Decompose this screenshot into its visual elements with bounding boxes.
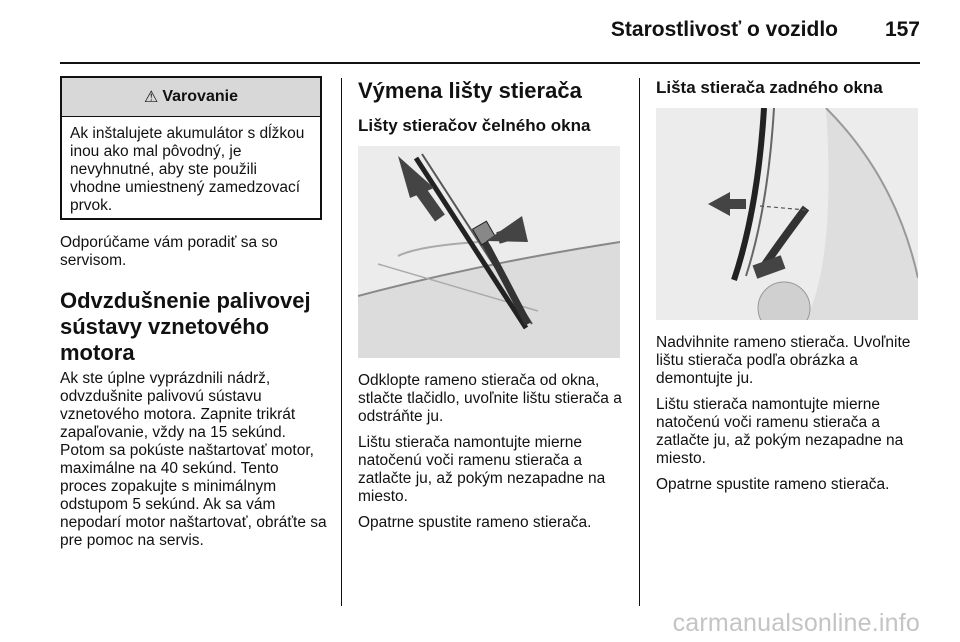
windscreen-step-3: Opatrne spustite rameno stierača. bbox=[358, 514, 592, 531]
section-title-wiper-blade: Výmena lišty stierača bbox=[358, 78, 582, 103]
warning-triangle-icon: ⚠ bbox=[144, 89, 159, 106]
section-title-fuel-bleed: Odvzdušnenie palivovej sústavy vznetového motora bbox=[60, 288, 311, 365]
rear-wiper-drawing bbox=[656, 108, 918, 320]
windscreen-step-1: Odklopte rameno stierača od okna, stlačte tlačidlo, uvoľnite lištu stierača a odstráňte ju. bbox=[358, 372, 622, 425]
rear-step-2: Lištu stierača namontujte mierne natočenú voči ramenu stierača a zatlačte ju, až pokým nezapadne na miesto. bbox=[656, 396, 904, 467]
windscreen-wiper-illustration bbox=[358, 146, 620, 358]
column-2-text bbox=[358, 372, 630, 540]
column-divider-2 bbox=[639, 78, 640, 606]
warning-title: Varovanie bbox=[162, 88, 238, 105]
column-1-text bbox=[60, 234, 328, 558]
column-3-text bbox=[656, 334, 928, 502]
warning-box bbox=[60, 76, 322, 220]
windscreen-wiper-drawing bbox=[358, 146, 620, 358]
subsection-title-rear-window: Lišta stierača zadného okna bbox=[656, 78, 883, 97]
rear-wiper-illustration bbox=[656, 108, 918, 320]
column-2-headings bbox=[358, 78, 628, 136]
intro-paragraph: Odporúčame vám poradiť sa so servisom. bbox=[60, 234, 278, 269]
column-divider-1 bbox=[341, 78, 342, 606]
subsection-title-windscreen: Lišty stieračov čelného okna bbox=[358, 116, 591, 135]
fuel-bleed-paragraph: Ak ste úplne vyprázdnili nádrž, odvzdušnite palivovú sústavu vznetového motora. Zapnite trikrát zapaľovanie, vždy na 15 sekúnd. Potom sa pokúste naštartovať motor, maximálne na 40 sekúnd. Tento proces zopakujte s minimálnym odstupom 5 sekúnd. Ak sa vám nepodarí motor naštartovať, obráťte sa pre pomoc na servis. bbox=[60, 370, 327, 549]
warning-header bbox=[62, 78, 320, 117]
page-number: 157 bbox=[884, 18, 920, 41]
watermark-text: carmanualsonline.info bbox=[672, 609, 920, 637]
windscreen-step-2: Lištu stierača namontujte mierne natočenú voči ramenu stierača a zatlačte ju, až pokým nezapadne na miesto. bbox=[358, 434, 606, 505]
rear-step-1: Nadvihnite rameno stierača. Uvoľnite lištu stierača podľa obrázka a demontujte ju. bbox=[656, 334, 911, 387]
warning-text: Ak inštalujete akumulátor s dĺžkou inou ako mal pôvodný, je nevyhnutné, aby ste použili vhodne umiestnený zamedzovací prvok. bbox=[70, 125, 305, 214]
rear-step-3: Opatrne spustite rameno stierača. bbox=[656, 476, 890, 493]
column-3-headings bbox=[656, 78, 926, 98]
header-divider bbox=[60, 62, 920, 64]
page-header-title: Starostlivosť o vozidlo bbox=[610, 18, 838, 41]
